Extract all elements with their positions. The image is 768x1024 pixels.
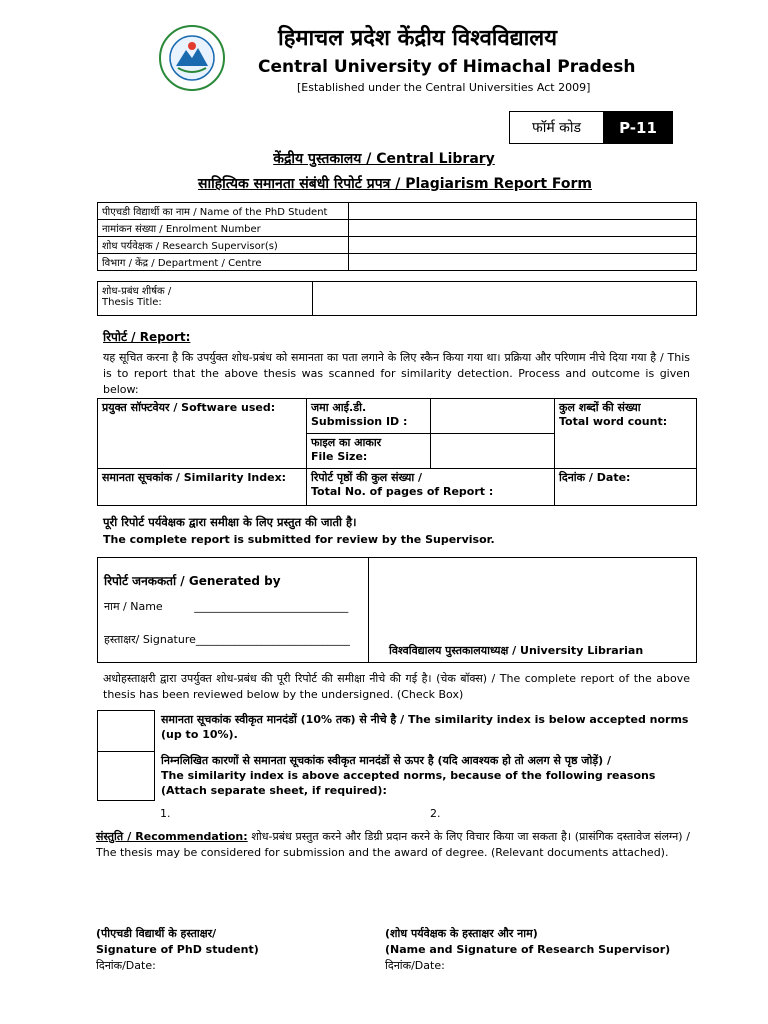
generated-by-table [97, 557, 697, 663]
submitted-hindi: पूरी रिपोर्ट पर्यवेक्षक द्वारा समीक्षा के लिए प्रस्तुत की जाती है। [103, 515, 357, 529]
generated-by-heading: रिपोर्ट जनककर्ता / Generated by [104, 574, 281, 588]
table-row [98, 203, 697, 220]
report-heading: रिपोर्ट / Report: [103, 330, 191, 344]
student-name-field[interactable] [349, 203, 697, 220]
thesis-title-label [98, 282, 313, 316]
review-text-hindi: अधोहस्ताक्षरी द्वारा उपर्युक्त शोध-प्रबंध की पूरी रिपोर्ट की समीक्षा नीचे की गई है। (चेक बॉक्स) / [103, 672, 496, 685]
title-hindi: हिमाचल प्रदेश केंद्रीय विश्वविद्यालय [278, 26, 557, 51]
above-norms-english: The similarity index is above accepted norms, because of the following reasons (Attach separate sheet, if required): [161, 769, 656, 797]
submission-id-english: Submission ID : [311, 415, 408, 428]
supervisor-label: शोध पर्यवेक्षक / Research Supervisor(s) [98, 237, 349, 254]
word-count-label [555, 399, 697, 469]
student-signature-hindi: (पीएचडी विद्यार्थी के हस्ताक्षर/ [96, 927, 217, 940]
supervisor-date-label: दिनांक/Date: [385, 959, 445, 972]
review-paragraph [103, 671, 690, 703]
report-text-hindi: यह सूचित करना है कि उपर्युक्त शोध-प्रबंध को समानता का पता लगाने के लिए स्कैन किया गया था। प्रक्रिया और परिणाम नीचे दिया गया है / [103, 351, 664, 364]
report-pages-english: Total No. of pages of Report : [311, 485, 494, 498]
department-label: विभाग / केंद्र / Department / Centre [98, 254, 349, 271]
similarity-index-label: समानता सूचकांक / Similarity Index: [98, 469, 307, 506]
thesis-title-table [97, 281, 697, 316]
supervisor-signature-block [385, 926, 670, 974]
thesis-title-field[interactable] [313, 282, 697, 316]
signature-row [104, 632, 362, 647]
date-label: दिनांक / Date: [555, 469, 697, 506]
submitted-english: The complete report is submitted for review by the Supervisor. [103, 533, 495, 546]
scan-details-table [97, 398, 697, 506]
generated-by-cell [98, 558, 369, 663]
student-signature-block [96, 926, 259, 974]
student-signature-english: Signature of PhD student) [96, 943, 259, 956]
title-english: Central University of Himachal Pradesh [258, 57, 636, 77]
signature-line[interactable]: ____________________________ [195, 633, 350, 646]
table-row [98, 237, 697, 254]
name-line[interactable]: ____________________________ [194, 600, 349, 613]
report-paragraph [103, 350, 690, 398]
name-row [104, 599, 362, 614]
recommendation-text-hindi: शोध-प्रबंध प्रस्तुत करने और डिग्री प्रदान करने के लिए विचार किया जा सकता है। (प्रासंगिक दस्तावेज संलग्न) / [251, 830, 691, 843]
university-librarian-label: विश्वविद्यालय पुस्तकालयाध्यक्ष / University Librarian [389, 644, 644, 657]
above-norms-option [161, 753, 696, 798]
file-size-field[interactable] [431, 434, 555, 469]
reason-1: 1. [160, 807, 171, 820]
established-note: [Established under the Central Universities Act 2009] [297, 81, 591, 94]
form-code-label: फॉर्म कोड [509, 111, 604, 144]
file-size-hindi: फाइल का आकार [311, 436, 382, 449]
name-label: नाम / Name [104, 600, 163, 613]
enrolment-label: नामांकन संख्या / Enrolment Number [98, 220, 349, 237]
review-text-english: The complete report of the above thesis has been reviewed below by the undersigned. (Check Box) [103, 672, 690, 701]
report-pages-hindi: रिपोर्ट पृष्ठों की कुल संख्या / [311, 471, 423, 484]
software-used-label: प्रयुक्त सॉफ्टवेयर / Software used: [98, 399, 307, 469]
signature-label: हस्ताक्षर/ Signature [104, 633, 196, 646]
student-date-label: दिनांक/Date: [96, 959, 156, 972]
recommendation-text-english: The thesis may be considered for submission and the award of degree. (Relevant documents attached). [96, 846, 669, 859]
submission-id-label [307, 399, 431, 434]
reason-2: 2. [430, 807, 441, 820]
below-norms-option: समानता सूचकांक स्वीकृत मानदंडों (10% तक) से नीचे है / The similarity index is below accepted norms (up to 10%). [161, 713, 689, 741]
report-text-english: This is to report that the above thesis was scanned for similarity detection. Process and outcome is given below: [103, 351, 690, 396]
report-pages-label [307, 469, 555, 506]
student-name-label: पीएचडी विद्यार्थी का नाम / Name of the PhD Student [98, 203, 349, 220]
librarian-cell [369, 558, 697, 663]
above-norms-checkbox[interactable] [97, 751, 155, 801]
table-row [98, 254, 697, 271]
student-info-table [97, 202, 697, 271]
form-title: साहित्यिक समानता संबंधी रिपोर्ट प्रपत्र / Plagiarism Report Form [198, 176, 592, 192]
below-norms-checkbox[interactable] [97, 710, 155, 752]
supervisor-signature-english: (Name and Signature of Research Supervisor) [385, 943, 671, 956]
recommendation-paragraph [96, 829, 690, 861]
recommendation-label: संस्तुति / Recommendation: [96, 830, 248, 843]
submission-id-hindi: जमा आई.डी. [311, 401, 367, 414]
enrolment-field[interactable] [349, 220, 697, 237]
word-count-english: Total word count: [559, 415, 668, 428]
university-logo [158, 24, 226, 92]
supervisor-signature-hindi: (शोध पर्यवेक्षक के हस्ताक्षर और नाम) [385, 927, 538, 940]
file-size-english: File Size: [311, 450, 368, 463]
form-code-value: P-11 [603, 111, 673, 144]
file-size-label [307, 434, 431, 469]
library-heading: केंद्रीय पुस्तकालय / Central Library [273, 151, 495, 167]
supervisor-field[interactable] [349, 237, 697, 254]
table-row [98, 220, 697, 237]
department-field[interactable] [349, 254, 697, 271]
submission-id-field[interactable] [431, 399, 555, 434]
thesis-title-label-english: Thesis Title: [102, 297, 162, 308]
thesis-title-label-hindi: शोध-प्रबंध शीर्षक / [102, 286, 172, 297]
above-norms-hindi: निम्नलिखित कारणों से समानता सूचकांक स्वीकृत मानदंडों से ऊपर है (यदि आवश्यक हो तो अलग से पृष्ठ जोड़ें) / [161, 754, 612, 767]
word-count-hindi: कुल शब्दों की संख्या [559, 401, 641, 414]
